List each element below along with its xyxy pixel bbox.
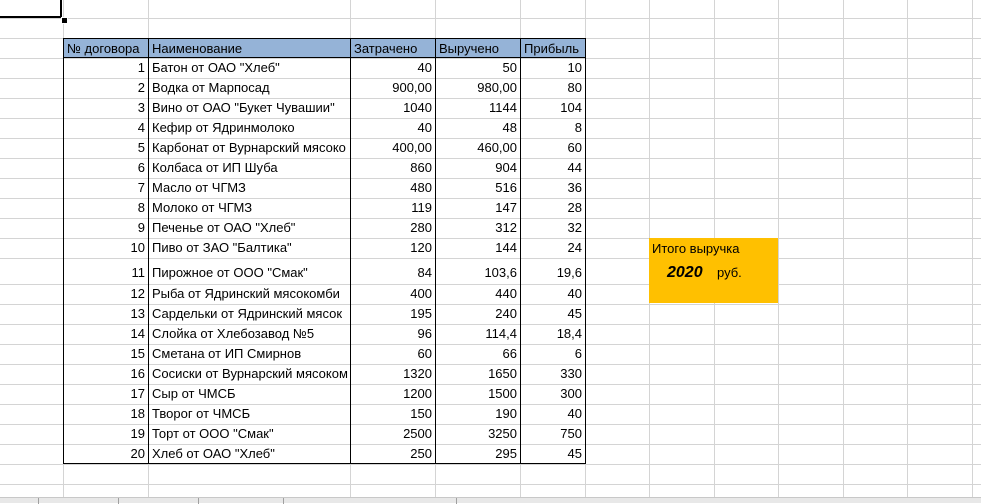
- spent-cell[interactable]: 2500: [350, 424, 436, 444]
- name-cell[interactable]: Сосиски от Вурнарский мясоком: [148, 364, 351, 384]
- revenue-cell[interactable]: 1650: [435, 364, 521, 384]
- spent-cell[interactable]: 84: [350, 258, 436, 284]
- name-cell[interactable]: Торт от ООО "Смак": [148, 424, 351, 444]
- profit-cell[interactable]: 750: [520, 424, 586, 444]
- name-cell[interactable]: Сметана от ИП Смирнов: [148, 344, 351, 364]
- profit-cell[interactable]: 330: [520, 364, 586, 384]
- profit-cell[interactable]: 18,4: [520, 324, 586, 344]
- contract-no-cell[interactable]: 4: [63, 118, 149, 138]
- contract-no-cell[interactable]: 1: [63, 58, 149, 78]
- revenue-cell[interactable]: 147: [435, 198, 521, 218]
- spent-cell[interactable]: 400: [350, 284, 436, 304]
- profit-cell[interactable]: 19,6: [520, 258, 586, 284]
- column-gridline: [907, 0, 908, 497]
- revenue-cell[interactable]: 103,6: [435, 258, 521, 284]
- name-cell[interactable]: Батон от ОАО "Хлеб": [148, 58, 351, 78]
- header-contract-no[interactable]: № договора: [63, 38, 149, 58]
- spent-cell[interactable]: 1200: [350, 384, 436, 404]
- sheet-tab-divider: [456, 498, 457, 504]
- profit-cell[interactable]: 80: [520, 78, 586, 98]
- profit-cell[interactable]: 6: [520, 344, 586, 364]
- revenue-cell[interactable]: 3250: [435, 424, 521, 444]
- header-revenue[interactable]: Выручено: [435, 38, 521, 58]
- name-cell[interactable]: Масло от ЧГМЗ: [148, 178, 351, 198]
- row-gridline: [0, 18, 981, 19]
- contract-no-cell[interactable]: 17: [63, 384, 149, 404]
- name-cell[interactable]: Пиво от ЗАО "Балтика": [148, 238, 351, 258]
- contract-no-cell[interactable]: 9: [63, 218, 149, 238]
- contract-no-cell[interactable]: 19: [63, 424, 149, 444]
- spent-cell[interactable]: 40: [350, 118, 436, 138]
- total-revenue-value: 2020: [667, 264, 703, 281]
- profit-cell[interactable]: 44: [520, 158, 586, 178]
- contract-no-cell[interactable]: 6: [63, 158, 149, 178]
- profit-cell[interactable]: 104: [520, 98, 586, 118]
- sheet-tab-divider: [38, 498, 39, 504]
- header-spent[interactable]: Затрачено: [350, 38, 436, 58]
- contract-no-cell[interactable]: 15: [63, 344, 149, 364]
- revenue-cell[interactable]: 980,00: [435, 78, 521, 98]
- spent-cell[interactable]: 400,00: [350, 138, 436, 158]
- name-cell[interactable]: Рыба от Ядринский мясокомби: [148, 284, 351, 304]
- profit-cell[interactable]: 45: [520, 304, 586, 324]
- contract-no-cell[interactable]: 12: [63, 284, 149, 304]
- contract-no-cell[interactable]: 16: [63, 364, 149, 384]
- spent-cell[interactable]: 1320: [350, 364, 436, 384]
- name-cell[interactable]: Молоко от ЧГМЗ: [148, 198, 351, 218]
- name-cell[interactable]: Карбонат от Вурнарский мясоко: [148, 138, 351, 158]
- row-gridline: [0, 484, 981, 485]
- revenue-cell[interactable]: 516: [435, 178, 521, 198]
- name-cell[interactable]: Печенье от ОАО "Хлеб": [148, 218, 351, 238]
- profit-cell[interactable]: 45: [520, 444, 586, 464]
- revenue-cell[interactable]: 312: [435, 218, 521, 238]
- profit-cell[interactable]: 24: [520, 238, 586, 258]
- spent-cell[interactable]: 480: [350, 178, 436, 198]
- spent-cell[interactable]: 40: [350, 58, 436, 78]
- profit-cell[interactable]: 300: [520, 384, 586, 404]
- fill-handle[interactable]: [61, 17, 68, 24]
- spent-cell[interactable]: 1040: [350, 98, 436, 118]
- sheet-tab-divider: [118, 498, 119, 504]
- profit-cell[interactable]: 32: [520, 218, 586, 238]
- revenue-cell[interactable]: 240: [435, 304, 521, 324]
- spent-cell[interactable]: 96: [350, 324, 436, 344]
- contract-no-cell[interactable]: 14: [63, 324, 149, 344]
- contract-no-cell[interactable]: 8: [63, 198, 149, 218]
- column-gridline: [972, 0, 973, 497]
- revenue-cell[interactable]: 144: [435, 238, 521, 258]
- sheet-tab-divider: [198, 498, 199, 504]
- profit-cell[interactable]: 40: [520, 404, 586, 424]
- name-cell[interactable]: Сыр от ЧМСБ: [148, 384, 351, 404]
- profit-cell[interactable]: 10: [520, 58, 586, 78]
- revenue-cell[interactable]: 295: [435, 444, 521, 464]
- spent-cell[interactable]: 60: [350, 344, 436, 364]
- spent-cell[interactable]: 150: [350, 404, 436, 424]
- contract-no-cell[interactable]: 20: [63, 444, 149, 464]
- revenue-cell[interactable]: 190: [435, 404, 521, 424]
- revenue-cell[interactable]: 440: [435, 284, 521, 304]
- name-cell[interactable]: Хлеб от ОАО "Хлеб": [148, 444, 351, 464]
- currency-unit: руб.: [717, 265, 742, 280]
- sheet-tab-bar[interactable]: [0, 497, 981, 503]
- contract-no-cell[interactable]: 13: [63, 304, 149, 324]
- column-gridline: [843, 0, 844, 497]
- profit-cell[interactable]: 36: [520, 178, 586, 198]
- spent-cell[interactable]: 195: [350, 304, 436, 324]
- profit-cell[interactable]: 40: [520, 284, 586, 304]
- spent-cell[interactable]: 280: [350, 218, 436, 238]
- sheet-tab-divider: [283, 498, 284, 504]
- spent-cell[interactable]: 900,00: [350, 78, 436, 98]
- revenue-cell[interactable]: 114,4: [435, 324, 521, 344]
- header-profit[interactable]: Прибыль: [520, 38, 586, 58]
- name-cell[interactable]: Творог от ЧМСБ: [148, 404, 351, 424]
- name-cell[interactable]: Кефир от Ядринмолоко: [148, 118, 351, 138]
- spent-cell[interactable]: 860: [350, 158, 436, 178]
- contract-no-cell[interactable]: 10: [63, 238, 149, 258]
- revenue-cell[interactable]: 460,00: [435, 138, 521, 158]
- revenue-cell[interactable]: 1500: [435, 384, 521, 404]
- profit-cell[interactable]: 8: [520, 118, 586, 138]
- spent-cell[interactable]: 119: [350, 198, 436, 218]
- contract-no-cell[interactable]: 11: [63, 258, 149, 284]
- name-cell[interactable]: Слойка от Хлебозавод №5: [148, 324, 351, 344]
- header-name[interactable]: Наименование: [148, 38, 351, 58]
- profit-cell[interactable]: 28: [520, 198, 586, 218]
- name-cell[interactable]: Сардельки от Ядринский мясок: [148, 304, 351, 324]
- revenue-cell[interactable]: 1144: [435, 98, 521, 118]
- row-gridline: [0, 464, 981, 465]
- name-cell[interactable]: Вино от ОАО "Букет Чувашии": [148, 98, 351, 118]
- contract-no-cell[interactable]: 18: [63, 404, 149, 424]
- contract-no-cell[interactable]: 2: [63, 78, 149, 98]
- contract-no-cell[interactable]: 3: [63, 98, 149, 118]
- revenue-cell[interactable]: 904: [435, 158, 521, 178]
- spent-cell[interactable]: 250: [350, 444, 436, 464]
- revenue-cell[interactable]: 66: [435, 344, 521, 364]
- contract-no-cell[interactable]: 7: [63, 178, 149, 198]
- profit-cell[interactable]: 60: [520, 138, 586, 158]
- name-cell[interactable]: Водка от Марпосад: [148, 78, 351, 98]
- revenue-cell[interactable]: 50: [435, 58, 521, 78]
- name-cell[interactable]: Пирожное от ООО "Смак": [148, 258, 351, 284]
- total-revenue-label: Итого выручка: [652, 241, 740, 256]
- spent-cell[interactable]: 120: [350, 238, 436, 258]
- name-cell[interactable]: Колбаса от ИП Шуба: [148, 158, 351, 178]
- total-revenue-box[interactable]: [649, 238, 778, 303]
- contract-no-cell[interactable]: 5: [63, 138, 149, 158]
- column-gridline: [778, 0, 779, 497]
- active-cell-selection[interactable]: [0, 0, 62, 18]
- revenue-cell[interactable]: 48: [435, 118, 521, 138]
